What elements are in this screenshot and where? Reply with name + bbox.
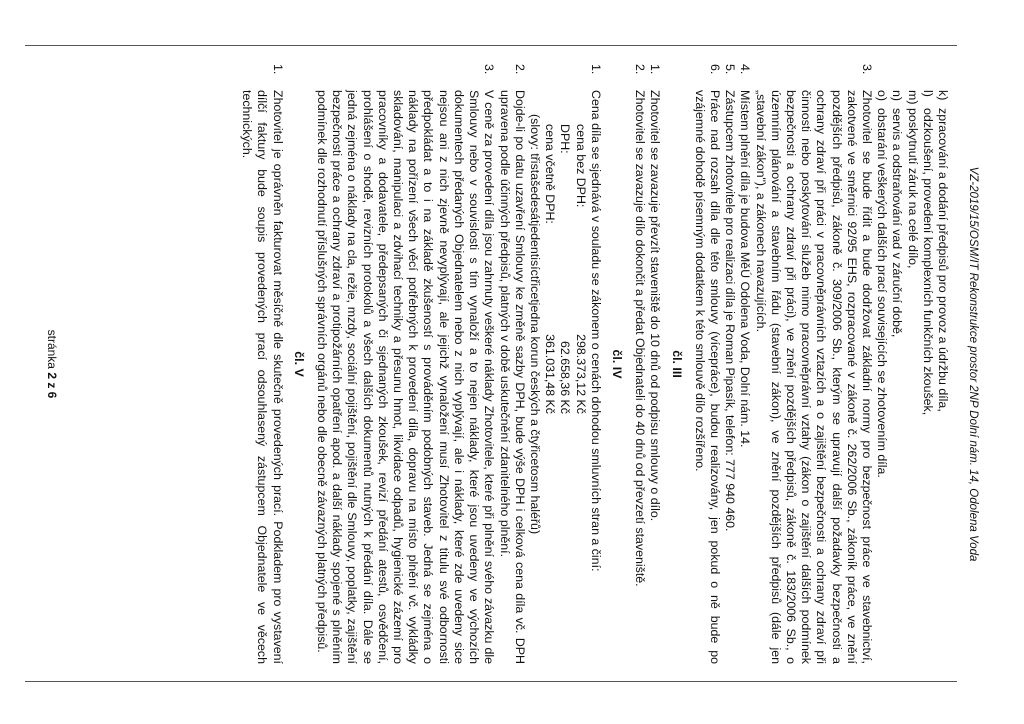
price-value: 298.373,12 Kč: [573, 334, 588, 414]
page-footer: stránka 2 z 6: [45, 329, 59, 399]
article-v-heading: čl. V: [291, 351, 306, 377]
price-value: 361.031,48 Kč: [543, 334, 558, 414]
list-item: n) servis a odstraňování vad v záruční době,: [890, 90, 905, 338]
list-item: k) zpracování a dodání předpisů pro provoz a údržbu díla,: [936, 90, 950, 412]
art-iii-item: 1. Zhotovitel se zavazuje převzít staveniště do 10 dnů od podpisu smlouvy o dílo.: [648, 64, 663, 522]
clause-3: 3. Zhotovitel se bude řídit a bude dodržovat základní normy pro bezpečnost práce ve stavebnictví, zakotvené ve směrnici 92/95 EHS, rozpracované v zákoně č. 262/2006 Sb., zákoník práce, ve znění pozdějších předpisů, zákoně č. 309/2006 Sb., kterým se upravují další požadavky bezpečnosti a ochrany zdraví při práci v pracovněprávních vztazích a o zajištění bezpečnosti a ochrany zdraví při činnosti nebo poskytování služeb mimo pracovněprávní vztahy (zákon o zajištění dalších podmínek bezpečnosti a ochrany zdraví při práci), ve znění pozdějších předpisů, zákoně č. 183/2006 Sb., o územním plánování a stavebním řádu (stavební zákon), ve znění pozdějších předpisů (dále jen „stavební zákon"), a zákonech navazujících.: [753, 64, 874, 664]
price-label: cena včetně DPH:: [543, 124, 558, 224]
price-value: 62.658,36 Kč: [558, 340, 573, 414]
total-page-count: 6: [45, 391, 59, 399]
clause-6: 6. Práce nad rozsah díla dle této smlouvy (vícepráce), budou realizovány, jen pokud o ně bude po vzájemné dohodě písemným dodatkem k této smlouvě dílo rozšířeno.: [692, 64, 722, 664]
clause-5: 5. Zástupcem zhotovitele pro realizaci díla je Roman Pipasík, telefon: 777 940 460.: [723, 64, 738, 532]
clause-4: 4. Místem plnění díla je budova MěÚ Odolena Voda, Dolní nám. 14.: [738, 64, 753, 448]
list-item: m) poskytnutí záruk na celé dílo,: [905, 90, 920, 269]
art-iv-item-3: 3. V ceně za provedení díla jsou zahrnuty veškeré náklady Zhotovitele, které při plnění svého závazku dle Smlouvy nebo v souvislosti s tím vynaloží a to nejen náklady, které jsou uvedeny ve výchozích dokumentech předaných Objednatelem nebo z nich vyplývají, ale i náklady, které zde uvedeny sice nejsou ani z nich zjevně nevyplývají, ale jejichž vynaložení musí Zhotovitel z titulu své odbornosti předpokládat a to i na základě zkušeností s prováděním podobných staveb. Jedná se zejména o náklady na pořízení všech věcí potřebných k provedení díla, dopravu na místo plnění vč. vykládky skladování, manipulaci a zdvihací techniky a přesunu hmot, likvidace odpadů, hygienické zázemí pro pracovníky a dodavatele, předepsaných či sjednaných zkoušek, revizí předání atestů, osvědčení, prohlášení o shodě, revizních protokolů a všech dalších dokumentů nutných k předání díla. Dále se jedná zejména o náklady na cla, režie, mzdy, sociální pojištění, pojištění dle Smlouvy, poplatky, zajištění bezpečnosti práce a ochrany zdraví a protipožárních opatření apod. a další náklady spojené s plněním podmínek dle rozhodnutí příslušných správních orgánů nebo dle obecně závazných platných předpisů.: [315, 64, 497, 664]
price-label: cena bez DPH:: [573, 124, 588, 208]
price-in-words: (slovy: třistašedesátjedentisíctřicetjedna korun českých a čtyřicetosm haléřů): [527, 114, 542, 535]
section-items-k-o: [239, 64, 950, 664]
price-label: DPH:: [558, 124, 573, 154]
art-iv-item-1: 1. Cena díla se sjednává v souladu se zákonem o cenách dohodou smluvních stran a činí:: [588, 64, 603, 572]
art-iv-item-2: 2. Dojde-li po datu uzavření Smlouvy ke změně sazby DPH, bude výše DPH i celková cena díla vč. DPH upravena podle účinných předpisů, platných v době uskutečnění zdanitelného plnění.: [497, 64, 527, 664]
article-iii-heading: čl. III: [669, 350, 684, 378]
current-page-number: 2: [45, 372, 59, 379]
list-item: o) obstarání veškerých dalších prací souvisejících se zhotovením díla.: [875, 90, 890, 478]
art-iii-item: 2. Zhotovitel se zavazuje dílo dokončit a předat Objednateli do 40 dnů od převzetí staveniště.: [633, 64, 648, 587]
list-item: l) odzkoušení, provedení komplexních funkčních zkoušek,: [920, 90, 935, 416]
art-v-item-1: 1. Zhotovitel je oprávněn fakturovat měsíčně dle skutečně provedených prací. Podkladem pro vystavení dílčí faktury bude soupis provedených prací odsouhlasený zástupcem Objednatele ve věcech technických.: [240, 64, 285, 664]
article-iv-heading: čl. IV: [609, 349, 624, 379]
document-header: VZ-2019/15/OSM/IT Rekonstrukce prostor 2NP Dolní nám. 14, Odolena Voda: [967, 166, 979, 562]
price-table: [542, 124, 588, 664]
